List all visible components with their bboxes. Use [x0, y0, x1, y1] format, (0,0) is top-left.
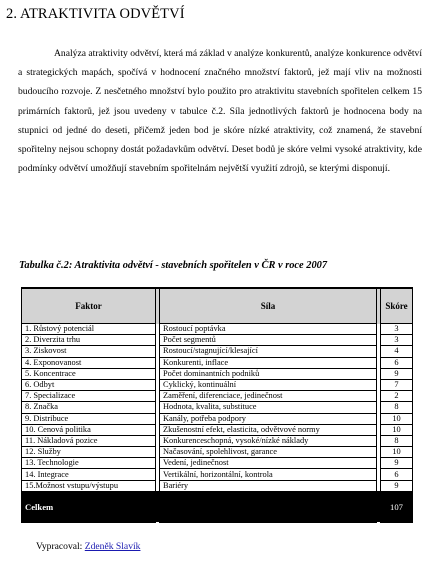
cell-strength: Zkušenostní efekt, elasticita, odvětvové normy: [160, 424, 377, 435]
cell-score: 9: [381, 368, 413, 379]
cell-score: 10: [381, 447, 413, 458]
cell-factor: 10. Cenová politika: [22, 424, 156, 435]
table-row: [22, 469, 413, 480]
table-row: [22, 402, 413, 413]
cell-factor: 1. Růstový potenciál: [22, 324, 156, 335]
cell-strength: Bariéry: [160, 480, 377, 491]
cell-strength: Načasování, spolehlivost, garance: [160, 447, 377, 458]
cell-score: 6: [381, 357, 413, 368]
body-paragraph: Analýza atraktivity odvětví, která má základ v analýze konkurentů, analýze konkurence odvětví a strategických mapách, spočívá v hodnocení značného množství faktorů, jež mají vliv na možnosti budoucího rozvoje. Z nesčetného množství bylo použito pro atraktivitu stavebních spořitelen celkem 15 primárních faktorů, jež jsou uvedeny v tabulce č.2. Síla jednotlivých faktorů je hodnocena body na stupnici od jedné do deseti, přičemž jeden bod je skóre nízké atraktivity, což znamená, že stavební spořitelny nejsou schopny dostát požadavkům odvětví. Deset bodů je skóre velmi vysoké atraktivity, kde podmínky odvětví umožňují stavebním spořitelnám největší využití zdrojů, se kterými disponují.: [18, 48, 422, 175]
header-score: Skóre: [381, 288, 413, 324]
cell-score: 4: [381, 346, 413, 357]
cell-factor: 7. Specializace: [22, 391, 156, 402]
table-caption: Tabulka č.2: Atraktivita odvětví - stavebních spořitelen v ČR v roce 2007: [19, 260, 328, 271]
attractiveness-table: [21, 287, 413, 523]
cell-strength: Vertikální, horizontální, kontrola: [160, 469, 377, 480]
cell-factor: 12. Služby: [22, 447, 156, 458]
author-line: [36, 541, 140, 552]
cell-strength: Kanály, potřeba podpory: [160, 413, 377, 424]
cell-factor: 3. Ziskovost: [22, 346, 156, 357]
table-row: [22, 368, 413, 379]
total-label: Celkem: [22, 491, 156, 522]
cell-score: 6: [381, 469, 413, 480]
cell-score: 8: [381, 435, 413, 446]
table-row: [22, 447, 413, 458]
cell-factor: 2. Diverzita trhu: [22, 335, 156, 346]
cell-factor: 6. Odbyt: [22, 379, 156, 390]
table-row: [22, 424, 413, 435]
table-row: [22, 324, 413, 335]
cell-score: 7: [381, 379, 413, 390]
cell-strength: Počet segmentů: [160, 335, 377, 346]
header-strength: Síla: [160, 288, 377, 324]
table-row: [22, 391, 413, 402]
cell-factor: 15.Možnost vstupu/výstupu: [22, 480, 156, 491]
cell-factor: 4. Exponovanost: [22, 357, 156, 368]
table-row: [22, 480, 413, 491]
table-row: [22, 458, 413, 469]
cell-factor: 8. Značka: [22, 402, 156, 413]
table-row: [22, 379, 413, 390]
cell-strength: Počet dominantních podniků: [160, 368, 377, 379]
cell-score: 3: [381, 335, 413, 346]
author-label: Vypracoval:: [36, 541, 83, 552]
cell-strength: Konkurenti, inflace: [160, 357, 377, 368]
header-factor: Faktor: [22, 288, 156, 324]
cell-score: 8: [381, 402, 413, 413]
table-row: [22, 335, 413, 346]
section-heading: 2. ATRAKTIVITA ODVĚTVÍ: [6, 6, 185, 22]
cell-score: 3: [381, 324, 413, 335]
table-row: [22, 435, 413, 446]
cell-factor: 14. Integrace: [22, 469, 156, 480]
cell-score: 9: [381, 480, 413, 491]
cell-factor: 5. Koncentrace: [22, 368, 156, 379]
table-row: [22, 413, 413, 424]
cell-strength: Vedení, jedinečnost: [160, 458, 377, 469]
table-row: [22, 357, 413, 368]
cell-factor: 11. Nákladová pozice: [22, 435, 156, 446]
cell-strength: Rostoucí/stagnující/klesající: [160, 346, 377, 357]
cell-score: 10: [381, 413, 413, 424]
cell-strength: Cyklický, kontinuální: [160, 379, 377, 390]
cell-factor: 13. Technologie: [22, 458, 156, 469]
cell-factor: 9. Distribuce: [22, 413, 156, 424]
cell-score: 2: [381, 391, 413, 402]
total-strength-cell: [160, 491, 377, 522]
table-row: [22, 346, 413, 357]
cell-strength: Rostoucí poptávka: [160, 324, 377, 335]
total-score: 107: [381, 491, 413, 522]
author-name-link[interactable]: Zdeněk Slavík: [84, 541, 141, 552]
cell-strength: Konkurenceschopná, vysoké/nízké náklady: [160, 435, 377, 446]
cell-strength: Hodnota, kvalita, substituce: [160, 402, 377, 413]
cell-score: 10: [381, 424, 413, 435]
cell-strength: Zaměření, diferenciace, jedinečnost: [160, 391, 377, 402]
cell-score: 9: [381, 458, 413, 469]
